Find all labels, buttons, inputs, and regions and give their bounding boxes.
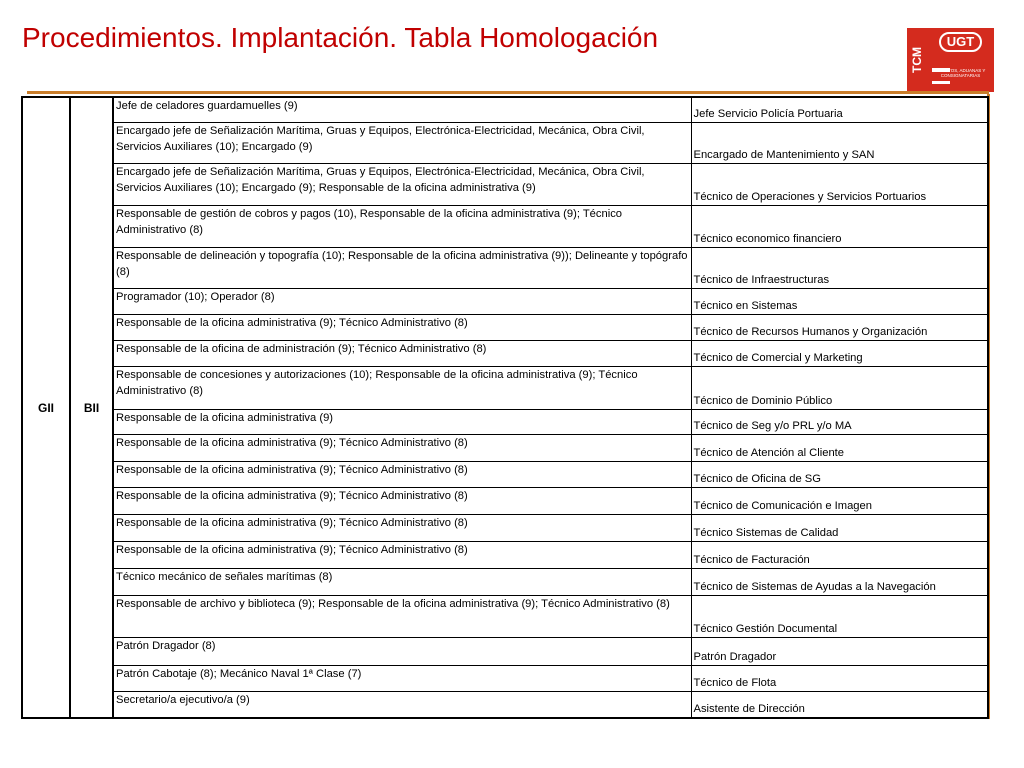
origin-position-cell: Responsable de archivo y biblioteca (9); Responsable de la oficina administrativa (9); Técnico Administrativo (8) — [113, 595, 691, 638]
table-row — [22, 665, 988, 691]
header-divider — [27, 91, 989, 94]
target-position-cell: Técnico de Seg y/o PRL y/o MA — [691, 409, 988, 434]
table-row — [22, 97, 988, 122]
table-row — [22, 289, 988, 314]
origin-position-cell: Secretario/a ejecutivo/a (9) — [113, 691, 691, 718]
page-title: Procedimientos. Implantación. Tabla Homologación — [22, 22, 659, 53]
target-position-cell: Técnico de Atención al Cliente — [691, 435, 988, 461]
table-row — [22, 314, 988, 340]
anvil-icon — [932, 68, 950, 84]
origin-position-cell: Responsable de la oficina de administración (9); Técnico Administrativo (8) — [113, 340, 691, 366]
table-row — [22, 515, 988, 541]
table-row — [22, 488, 988, 515]
table-body — [22, 97, 988, 718]
origin-position-cell: Responsable de gestión de cobros y pagos (10), Responsable de la oficina administrativa (9); Técnico Administrativo (8) — [113, 206, 691, 248]
origin-position-cell: Jefe de celadores guardamuelles (9) — [113, 97, 691, 122]
origin-position-cell: Programador (10); Operador (8) — [113, 289, 691, 314]
target-position-cell: Técnico de Sistemas de Ayudas a la Navegación — [691, 569, 988, 595]
target-position-cell: Asistente de Dirección — [691, 691, 988, 718]
table-row — [22, 541, 988, 568]
target-position-cell: Técnico de Recursos Humanos y Organización — [691, 314, 988, 340]
table-row — [22, 164, 988, 206]
target-position-cell: Técnico de Comercial y Marketing — [691, 340, 988, 366]
table-row — [22, 461, 988, 487]
tcm-ugt-logo — [906, 28, 994, 92]
origin-position-cell: Patrón Cabotaje (8); Mecánico Naval 1ª Clase (7) — [113, 665, 691, 691]
target-position-cell: Técnico economico financiero — [691, 206, 988, 248]
origin-position-cell: Responsable de la oficina administrativa (9); Técnico Administrativo (8) — [113, 541, 691, 568]
origin-position-cell: Responsable de la oficina administrativa (9); Técnico Administrativo (8) — [113, 435, 691, 461]
origin-position-cell: Encargado jefe de Señalización Marítima, Gruas y Equipos, Electrónica-Electricidad, Mecánica, Obra Civil, Servicios Auxiliares (10); Encargado (9) — [113, 122, 691, 164]
origin-position-cell: Responsable de delineación y topografía (10); Responsable de la oficina administrativa (9)); Delineante y topógrafo (8) — [113, 247, 691, 289]
table-row — [22, 691, 988, 718]
origin-position-cell: Patrón Dragador (8) — [113, 638, 691, 665]
origin-position-cell: Responsable de la oficina administrativa (9); Técnico Administrativo (8) — [113, 488, 691, 515]
target-position-cell: Técnico de Dominio Público — [691, 367, 988, 410]
tcm-logo-text: TCM — [906, 28, 927, 92]
table-row — [22, 595, 988, 638]
table-row — [22, 340, 988, 366]
target-position-cell: Técnico de Facturación — [691, 541, 988, 568]
origin-position-cell: Responsable de la oficina administrativa (9) — [113, 409, 691, 434]
group-cell: GII — [22, 97, 70, 718]
origin-position-cell: Responsable de la oficina administrativa (9); Técnico Administrativo (8) — [113, 461, 691, 487]
table-row — [22, 122, 988, 164]
target-position-cell: Técnico de Infraestructuras — [691, 247, 988, 289]
target-position-cell: Técnico de Oficina de SG — [691, 461, 988, 487]
origin-position-cell: Responsable de la oficina administrativa (9); Técnico Administrativo (8) — [113, 515, 691, 541]
table-row — [22, 409, 988, 434]
origin-position-cell: Encargado jefe de Señalización Marítima, Gruas y Equipos, Electrónica-Electricidad, Mecánica, Obra Civil, Servicios Auxiliares (10); Encargado (9); Responsable de la oficina administrativa (9) — [113, 164, 691, 206]
table-row — [22, 569, 988, 595]
homologation-table — [21, 96, 989, 719]
target-position-cell: Técnico de Comunicación e Imagen — [691, 488, 988, 515]
ugt-logo-text: UGT — [939, 32, 982, 52]
logo-subtitle: PUERTOS, ADUANAS Y CONSIGNATARIAS — [935, 68, 986, 78]
target-position-cell: Encargado de Mantenimiento y SAN — [691, 122, 988, 164]
origin-position-cell: Técnico mecánico de señales marítimas (8) — [113, 569, 691, 595]
target-position-cell: Jefe Servicio Policía Portuaria — [691, 97, 988, 122]
table-row — [22, 638, 988, 665]
table-row — [22, 206, 988, 248]
target-position-cell: Técnico Gestión Documental — [691, 595, 988, 638]
table-row — [22, 367, 988, 410]
subgroup-cell: BII — [70, 97, 113, 718]
target-position-cell: Técnico de Flota — [691, 665, 988, 691]
target-position-cell: Técnico Sistemas de Calidad — [691, 515, 988, 541]
table-row — [22, 435, 988, 461]
origin-position-cell: Responsable de la oficina administrativa (9); Técnico Administrativo (8) — [113, 314, 691, 340]
target-position-cell: Técnico en Sistemas — [691, 289, 988, 314]
origin-position-cell: Responsable de concesiones y autorizaciones (10); Responsable de la oficina administrativa (9); Técnico Administrativo (8) — [113, 367, 691, 410]
table-row — [22, 247, 988, 289]
target-position-cell: Patrón Dragador — [691, 638, 988, 665]
target-position-cell: Técnico de Operaciones y Servicios Portuarios — [691, 164, 988, 206]
